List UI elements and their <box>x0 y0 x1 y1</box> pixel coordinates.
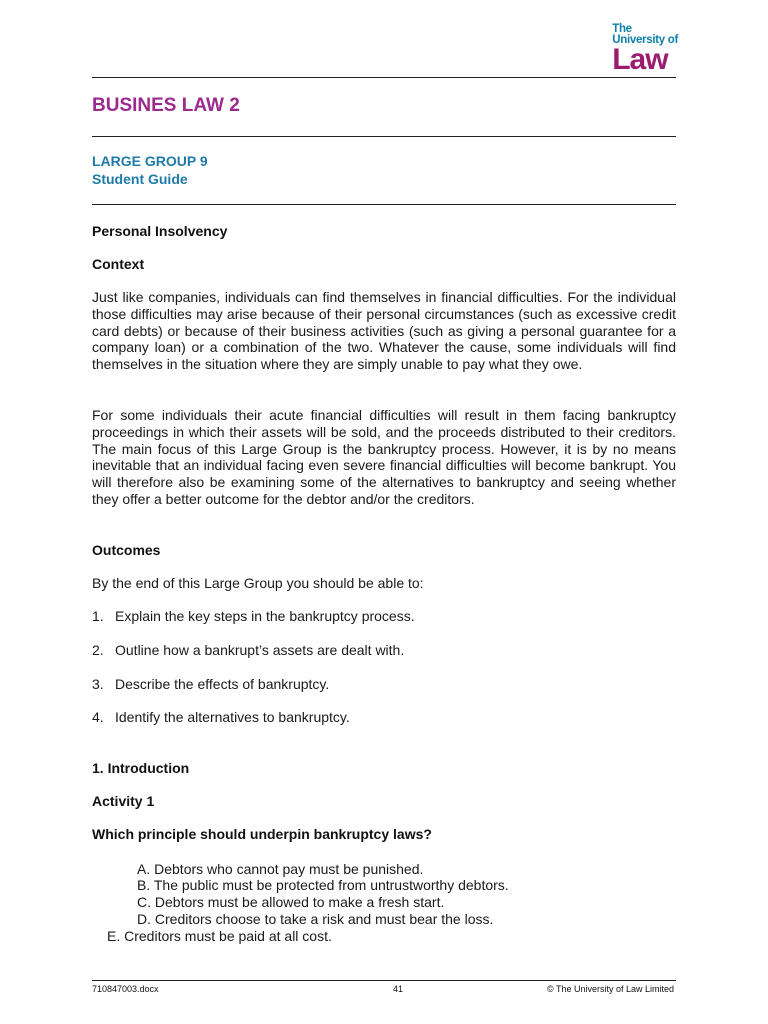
list-text: Identify the alternatives to bankruptcy. <box>115 709 350 725</box>
footer-copyright: © The University of Law Limited <box>546 984 674 994</box>
answer-option: B. The public must be protected from untrustworthy debtors. <box>137 877 509 893</box>
university-logo <box>612 23 678 76</box>
activity-heading: Activity 1 <box>92 793 155 809</box>
list-item <box>92 676 329 692</box>
context-paragraph: Just like companies, individuals can find themselves in financial difficulties. For the individual those difficulties may arise because of their personal circumstances (such as excessive credit card debts) or because of their business activities (such as giving a personal guarantee for a company loan) or a combination of the two. Whatever the cause, some individuals will find themselves in the situation where they are simply unable to pay what they owe. <box>92 289 676 373</box>
outcomes-heading: Outcomes <box>92 542 161 558</box>
divider <box>92 204 676 205</box>
footer-divider <box>92 980 676 981</box>
outcomes-intro: By the end of this Large Group you should be able to: <box>92 575 424 591</box>
list-item <box>92 709 350 725</box>
introduction-heading: 1. Introduction <box>92 760 190 776</box>
divider <box>92 77 676 78</box>
list-item <box>92 608 415 624</box>
answer-option: A. Debtors who cannot pay must be punished. <box>137 861 424 877</box>
list-number: 2. <box>92 642 104 658</box>
question-heading: Which principle should underpin bankruptcy laws? <box>92 826 432 842</box>
divider <box>92 136 676 137</box>
list-number: 4. <box>92 709 104 725</box>
logo-line-1: The <box>612 23 632 35</box>
list-number: 1. <box>92 608 104 624</box>
footer-page-number: 41 <box>393 984 404 994</box>
guide-label: Student Guide <box>92 171 188 187</box>
list-number: 3. <box>92 676 104 692</box>
context-paragraph: For some individuals their acute financial difficulties will result in them facing bankruptcy proceedings in which their assets will be sold, and the proceeds distributed to their creditors. The main focus of this Large Group is the bankruptcy process. However, it is by no means inevitable that an individual facing even severe financial difficulties will become bankrupt. You will therefore also be examining some of the alternatives to bankruptcy and seeing whether they offer a better outcome for the debtor and/or the creditors. <box>92 407 676 507</box>
answer-option: D. Creditors choose to take a risk and must bear the loss. <box>137 911 494 927</box>
list-text: Outline how a bankrupt’s assets are dealt with. <box>115 642 405 658</box>
context-heading: Context <box>92 256 145 272</box>
group-label: LARGE GROUP 9 <box>92 153 208 169</box>
answer-option: C. Debtors must be allowed to make a fresh start. <box>137 894 445 910</box>
answer-option: E. Creditors must be paid at all cost. <box>107 928 332 944</box>
topic-heading: Personal Insolvency <box>92 223 228 239</box>
logo-line-2: University of <box>612 34 678 46</box>
document-title: BUSINES LAW 2 <box>92 95 240 116</box>
list-text: Describe the effects of bankruptcy. <box>115 676 330 692</box>
list-item <box>92 642 404 658</box>
footer-doc-name: 710847003.docx <box>92 984 159 994</box>
logo-line-3: Law <box>612 43 668 76</box>
list-text: Explain the key steps in the bankruptcy process. <box>115 608 415 624</box>
